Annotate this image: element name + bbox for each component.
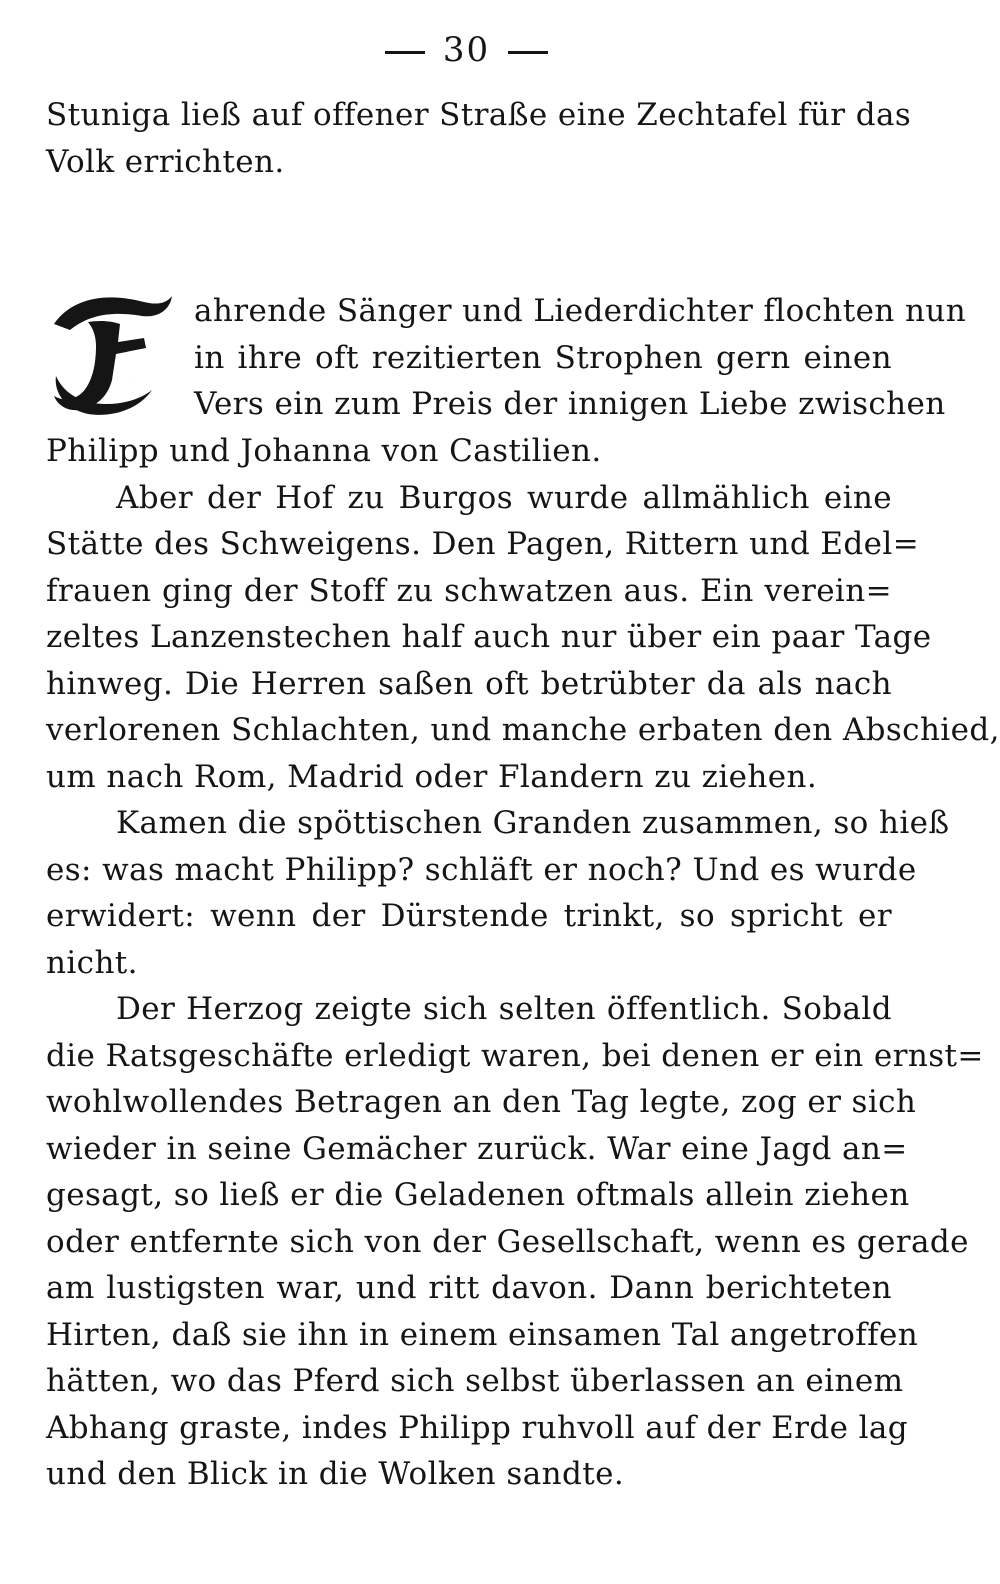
text-line: verlorenen Schlachten, und manche erbaten den Abschied, (46, 712, 1000, 748)
page-number: 30 (442, 30, 491, 70)
page-header (0, 28, 933, 72)
text-line: Hirten, daß sie ihn in einem einsamen Tal angetroffen (46, 1316, 919, 1353)
text-line: hätten, wo das Pferd sich selbst überlassen an einem (46, 1363, 904, 1399)
text-line: Kamen die spöttischen Granden zusammen, so hieß (116, 805, 950, 841)
header-dash-right (508, 51, 548, 54)
text-line: hinweg. Die Herren saßen oft betrübter da als nach (46, 665, 892, 702)
text-line: zeltes Lanzenstechen half auch nur über ein paar Tage (46, 619, 932, 655)
text-line: die Ratsgeschäfte erledigt waren, bei denen er ein ernst= (46, 1037, 984, 1074)
text-line: um nach Rom, Madrid oder Flandern zu ziehen. (46, 758, 818, 795)
text-line: wieder in seine Gemächer zurück. War eine Jagd an= (46, 1130, 908, 1167)
text-line: Philipp und Johanna von Castilien. (46, 433, 602, 469)
text-line: ahrende Sänger und Liederdichter flochten nun (194, 293, 967, 329)
text-line: oder entfernte sich von der Gesellschaft, wenn es gerade (46, 1223, 969, 1260)
text-line: Volk errichten. (46, 143, 285, 180)
text-line: und den Blick in die Wolken sandte. (46, 1456, 625, 1492)
text-line: Der Herzog zeigte sich selten öffentlich. Sobald (116, 991, 892, 1027)
text-line: in ihre oft rezitierten Strophen gern einen (194, 339, 892, 376)
text-line: Abhang graste, indes Philipp ruhvoll auf der Erde lag (46, 1409, 909, 1446)
text-line: gesagt, so ließ er die Geladenen oftmals allein ziehen (46, 1177, 910, 1213)
text-line: es: was macht Philipp? schläft er noch? Und es wurde (46, 851, 917, 888)
top-paragraph (46, 92, 912, 185)
text-line: nicht. (46, 944, 138, 981)
text-line: erwidert: wenn der Dürstende trinkt, so spricht er (46, 898, 892, 934)
text-line: frauen ging der Stoff zu schwatzen aus. Ein verein= (46, 572, 892, 609)
text-line: Vers ein zum Preis der innigen Liebe zwischen (194, 386, 946, 422)
drop-cap-letter: F (134, 382, 135, 383)
text-line: Aber der Hof zu Burgos wurde allmählich eine (116, 479, 892, 516)
text-line: am lustigsten war, und ritt davon. Dann berichteten (46, 1270, 892, 1306)
body-text (46, 428, 1000, 1498)
header-dash-left (385, 51, 425, 54)
text-line: Stuniga ließ auf offener Straße eine Zechtafel für das (46, 97, 912, 133)
drop-cap-paragraph (46, 288, 967, 428)
text-line: Stätte des Schweigens. Den Pagen, Rittern und Edel= (46, 526, 920, 562)
text-line: wohlwollendes Betragen an den Tag legte, zog er sich (46, 1084, 917, 1120)
